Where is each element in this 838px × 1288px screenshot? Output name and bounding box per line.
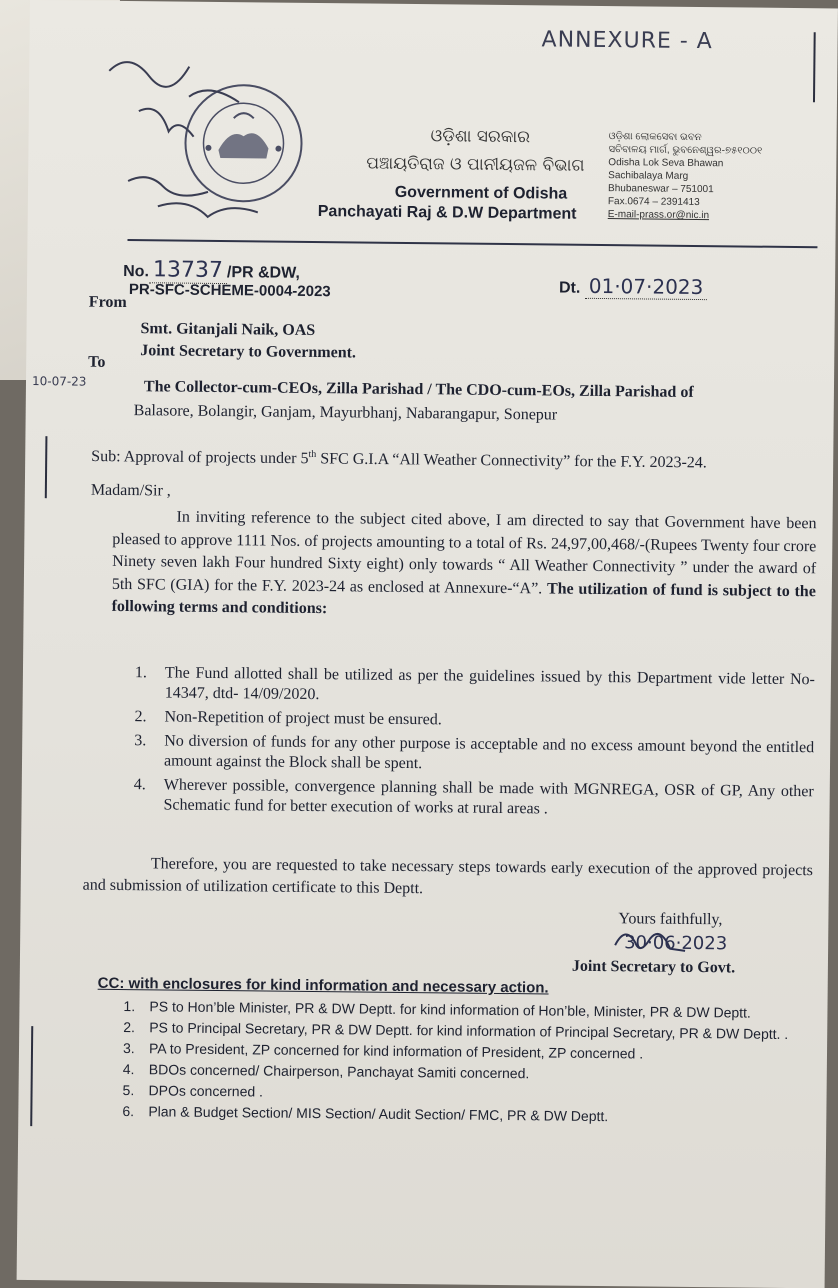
sender-designation: Joint Secretary to Government. — [140, 342, 357, 362]
main-paragraph — [112, 506, 817, 626]
letter-number-handwritten: 13737 — [149, 257, 227, 284]
subject-rest: SFC G.I.A “All Weather Connectivity” for the F.Y. 2023-24. — [316, 450, 707, 472]
addressee: The Collector-cum-CEOs, Zilla Parishad / The CDO-cum-EOs, Zilla Parishad of — [143, 378, 694, 401]
salutation: Madam/Sir , — [90, 481, 171, 500]
address-line: E-mail-prass.or@nic.in — [607, 209, 710, 222]
item-text: BDOs concerned/ Chairperson, Panchayat Samiti concerned. — [148, 1061, 530, 1082]
item-text: The Fund allotted shall be utilized as per the guidelines issued by this Department vide letter No- 14347, dtd- 14/09/2020. — [164, 664, 816, 704]
item-number: 6. — [122, 1103, 135, 1120]
item-number: 2. — [134, 708, 147, 726]
item-text: Non-Repetition of project must be ensured. — [164, 708, 442, 729]
subject-sup: th — [308, 448, 317, 461]
item-number: 4. — [133, 776, 146, 794]
item-number: 5. — [122, 1082, 135, 1099]
address-line: Bhubaneswar – 751001 — [607, 183, 714, 196]
item-number: 2. — [123, 1019, 136, 1036]
letter-number — [123, 257, 300, 284]
header-department: Panchayati Raj & D.W Department — [317, 203, 577, 223]
list-item — [133, 775, 813, 822]
address-line: Sachibalaya Marg — [608, 170, 689, 182]
letter-date — [559, 274, 708, 300]
address-line: Odisha Lok Seva Bhawan — [608, 157, 724, 170]
address-line: ଓଡ଼ିଶା ଲୋକସେବା ଭବନ — [608, 131, 702, 144]
date-handwritten: 01·07·2023 — [585, 274, 708, 300]
header-address — [608, 130, 763, 223]
item-number: 1. — [123, 998, 136, 1015]
cc-heading: CC: with enclosures for kind information and necessary action. — [97, 974, 549, 997]
header-government: Government of Odisha — [394, 183, 568, 203]
address-line: Fax.0674 – 2391413 — [607, 196, 700, 209]
header-odia-government: ଓଡ଼ିଶା ସରକାର — [430, 126, 531, 148]
item-number: 4. — [122, 1061, 135, 1078]
margin-mark — [45, 436, 48, 498]
paragraph-bold: The utilization of fund is subject to the following terms and conditions: — [111, 580, 816, 618]
letter-number-label: No. — [123, 262, 150, 281]
list-item — [122, 1102, 812, 1127]
edge-mark — [813, 32, 816, 102]
list-item — [134, 731, 814, 778]
item-number: 3. — [122, 1040, 135, 1057]
closing-text: Therefore, you are requested to take necessary steps towards early execution of the approved projects and submission of utilization certificate to this Deptt. — [82, 855, 814, 898]
to-label: To — [88, 353, 106, 371]
letter-number-suffix: /PR &DW, — [226, 264, 300, 282]
item-text: Wherever possible, convergence planning shall be made with MGNREGA, OSR of GP, Any other Schematic fund for better execution of works at rural areas . — [163, 776, 814, 818]
file-reference: PR-SFC-SCHEME-0004-2023 — [128, 281, 331, 301]
item-text: PS to Principal Secretary, PR & DW Deptt. for kind information of Principal Secretary, PR & DW Deptt. . — [149, 1019, 789, 1042]
cc-list — [122, 997, 813, 1130]
sender-name: Smt. Gitanjali Naik, OAS — [140, 320, 316, 340]
address-line: ସଚିବାଳୟ ମାର୍ଗ, ଭୁବନେଶ୍ୱର-୭୫୧୦୦୧ — [608, 144, 763, 157]
item-text: PS to Hon’ble Minister, PR & DW Deptt. for kind information of Hon’ble, Minister, PR & DW Deptt. — [149, 998, 751, 1021]
annexure-mark: ANNEXURE - A — [541, 27, 713, 55]
subject-prefix: Sub: Approval of projects under 5 — [91, 447, 309, 468]
closing-paragraph — [83, 853, 813, 905]
item-number: 1. — [134, 664, 148, 682]
districts: Balasore, Bolangir, Ganjam, Mayurbhanj, Nabarangapur, Sonepur — [133, 402, 558, 424]
letter-page — [17, 0, 838, 1288]
subject-line — [91, 443, 831, 475]
signature-date: 30·06·2023 — [624, 932, 728, 955]
signatory-designation: Joint Secretary to Govt. — [571, 957, 736, 977]
from-label: From — [88, 293, 127, 312]
list-item — [135, 663, 815, 710]
handwritten-initials — [68, 40, 320, 233]
item-text: No diversion of funds for any other purpose is acceptable and no excess amount beyond the entitled amount against the Block shall be spent. — [163, 732, 815, 773]
margin-mark — [30, 1026, 33, 1126]
item-text: DPOs concerned . — [148, 1082, 264, 1100]
header-rule — [127, 239, 817, 248]
receipt-note: 10-07-23 — [31, 374, 87, 389]
conditions-list — [133, 663, 815, 826]
item-number: 3. — [134, 732, 147, 750]
header-odia-department: ପଞ୍ଚାୟତିରାଜ ଓ ପାନୀୟଜଳ ବିଭାଗ — [366, 153, 585, 176]
closing-salutation: Yours faithfully, — [618, 910, 723, 929]
item-text: PA to President, ZP concerned for kind information of President, ZP concerned . — [148, 1040, 644, 1062]
date-label: Dt. — [558, 279, 581, 297]
paragraph-text: In inviting reference to the subject cited above, I am directed to say that Government have been pleased to approve 1111 Nos. of projects amounting to a total of Rs. 24,97,00,468/-(Rupees Twenty four crore Ninety seven lakh Four hundred Sixty eight) only towards “ All Weather Connectivity ” under the award of 5th SFC (GIA) for the F.Y. 2023-24 as enclosed at Annexure-“A”. — [111, 508, 817, 598]
item-text: Plan & Budget Section/ MIS Section/ Audit Section/ FMC, PR & DW Deptt. — [148, 1103, 609, 1125]
list-item — [134, 707, 814, 734]
